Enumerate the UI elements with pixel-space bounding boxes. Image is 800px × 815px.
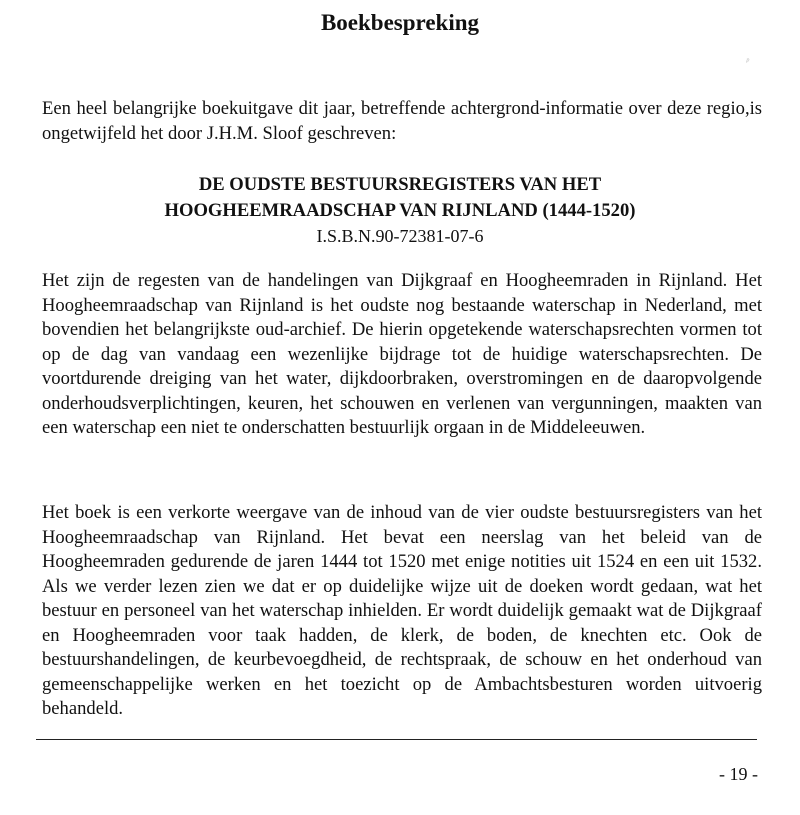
footer-divider: [36, 739, 757, 740]
body-paragraph-2: Het boek is een verkorte weergave van de inhoud van de vier oudste bestuursregisters van het Hoogheemraadschap van Rijnland. Het bevat een neerslag van het beleid van de Hoogheemraden gedurende de jaren 1444 tot 1520 met enige notities uit 1524 en een uit 1532. Als we verder lezen zien we dat er op duidelijke wijze uit de doeken wordt gedaan, wat het bestuur en personeel van het waterschap inhielden. Er wordt duidelijk gemaakt wat de Dijkgraaf en Hoogheemraden voor taak hadden, de klerk, de boden, de knechten etc. Ook de bestuurshandelingen, de keurbevoegdheid, de rechtspraak, de schouw en het onderhoud van gemeenschappelijke werken en het toezicht op de Ambachtsbesturen worden uitvoerig behandeld.: [42, 502, 762, 719]
book-reference: [0, 172, 800, 248]
page-number: - 19 -: [719, 764, 758, 784]
book-title-line-1: DE OUDSTE BESTUURSREGISTERS VAN HET: [198, 174, 602, 195]
scan-mark-icon: ᵖ: [746, 56, 749, 67]
page-title: Boekbespreking: [320, 10, 480, 35]
body-paragraph-1: Het zijn de regesten van de handelingen van Dijkgraaf en Hoogheemraden in Rijnland. Het Hoogheemraadschap van Rijnland is het oudste nog bestaande waterschap in Nederland, met bovendien het belangrijkste oud-archief. De hierin opgetekende waterschapsrechten vormen tot op de dag van vandaag een wezenlijke bijdrage tot de huidige waterschapsrechten. De voortdurende dreiging van het water, dijkdoorbraken, overstromingen en de daaropvolgende onderhoudsverplichtingen, keuren, het schouwen en verlenen van vergunningen, maakten van een waterschap een niet te onderschatten bestuurlijk orgaan in de Middeleeuwen.: [42, 270, 762, 438]
book-isbn: I.S.B.N.90-72381-07-6: [316, 226, 484, 246]
book-title-line-2: HOOGHEEMRAADSCHAP VAN RIJNLAND (1444-1520): [164, 200, 636, 221]
intro-paragraph: Een heel belangrijke boekuitgave dit jaar, betreffende achtergrond-informatie over deze regio,is ongetwijfeld het door J.H.M. Sloof geschreven:: [42, 98, 762, 144]
